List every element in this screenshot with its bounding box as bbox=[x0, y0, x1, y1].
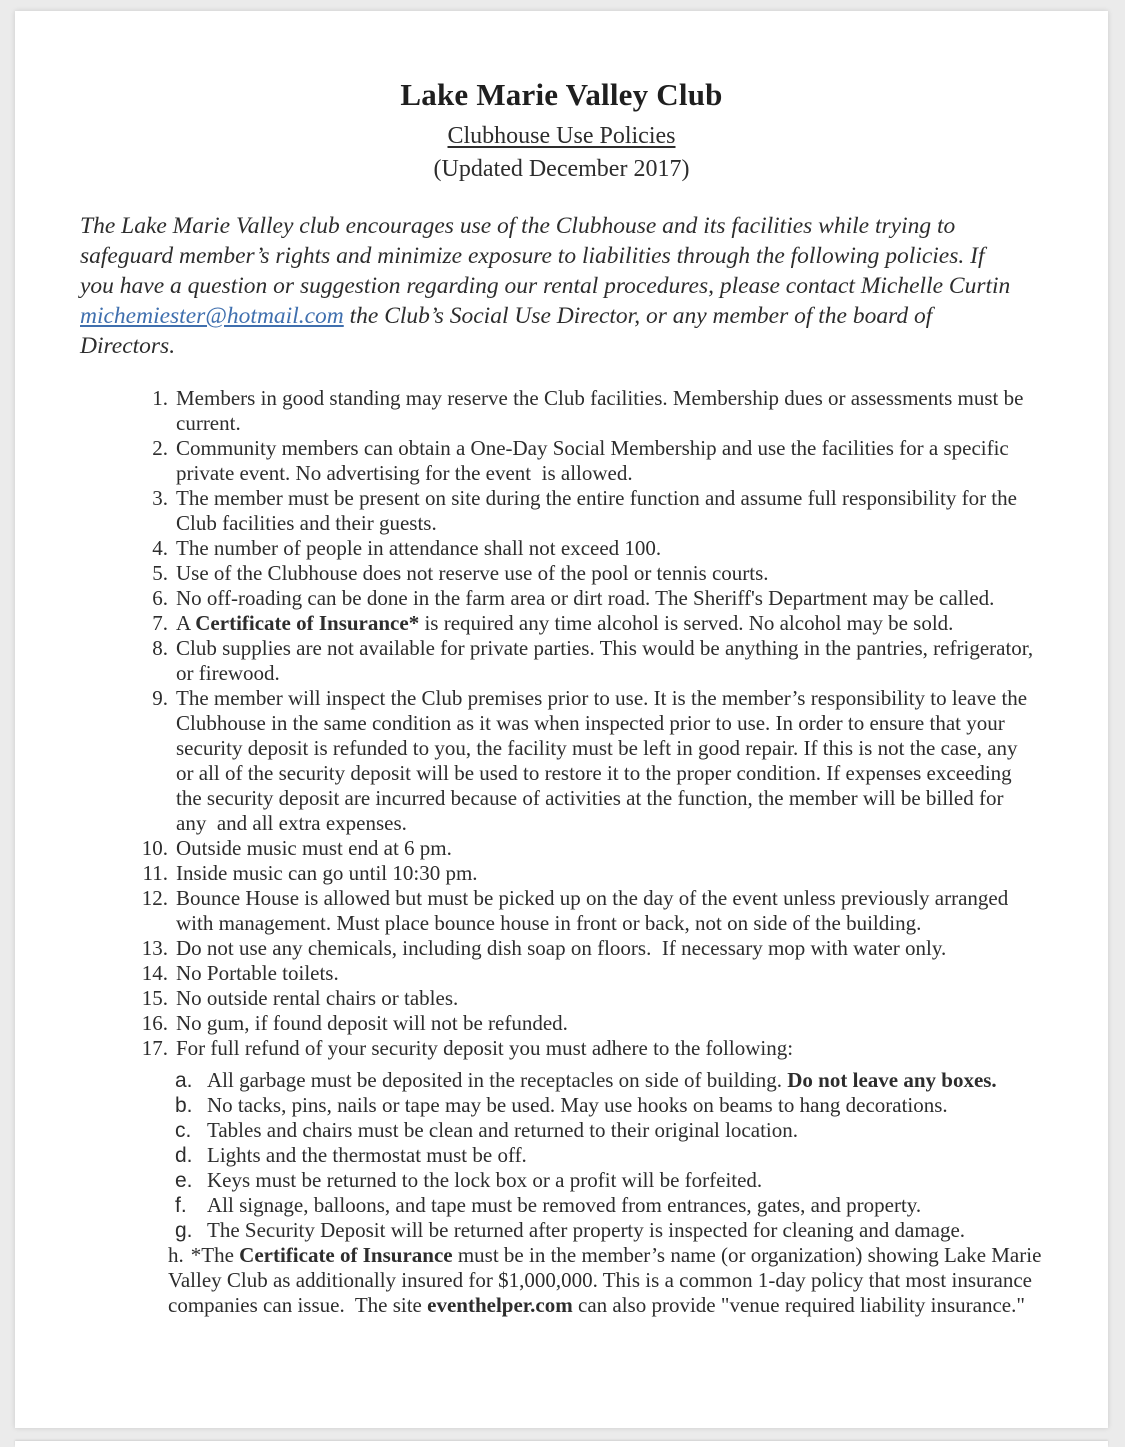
policy-item-text bbox=[176, 886, 1038, 936]
text-segment: Outside music must end at 6 pm. bbox=[176, 836, 452, 860]
text-segment: All garbage must be deposited in the receptacles on side of building. bbox=[207, 1068, 788, 1092]
policy-item-10 bbox=[126, 836, 1038, 861]
policy-item-number: 7. bbox=[152, 611, 168, 635]
deposit-rule-letter: b. bbox=[175, 1094, 193, 1117]
text-segment: No gum, if found deposit will not be refunded. bbox=[176, 1011, 568, 1035]
policy-item-text bbox=[176, 636, 1038, 686]
text-segment: Keys must be returned to the lock box or a profit will be forfeited. bbox=[207, 1168, 763, 1192]
policy-item-text bbox=[176, 486, 1038, 536]
bold-text: Certificate of Insurance bbox=[239, 1243, 453, 1267]
policy-item-6 bbox=[126, 586, 1038, 611]
deposit-rules-list bbox=[126, 1068, 1047, 1318]
text-segment: can also provide "venue required liability insurance." bbox=[572, 1293, 1025, 1317]
policy-item-17 bbox=[126, 1036, 1038, 1061]
text-segment: The Security Deposit will be returned after property is inspected for cleaning and damage. bbox=[207, 1218, 966, 1242]
policy-item-3 bbox=[126, 486, 1038, 536]
policy-item-text bbox=[176, 561, 769, 586]
text-segment: Club supplies are not available for private parties. This would be anything in the pantries, refrigerator, or firewood. bbox=[176, 636, 1039, 685]
text-segment: No Portable toilets. bbox=[176, 961, 339, 985]
text-segment: The member must be present on site during the entire function and assume full responsibility for the Club facilities and their guests. bbox=[176, 486, 1028, 535]
document-page bbox=[15, 11, 1108, 1428]
deposit-rule-text bbox=[207, 1118, 798, 1143]
doc-title: Lake Marie Valley Club bbox=[400, 77, 723, 112]
deposit-rule-letter: h. bbox=[168, 1243, 184, 1267]
deposit-rule-text bbox=[207, 1143, 527, 1168]
text-segment: No tacks, pins, nails or tape may be used. May use hooks on beams to hang decorations. bbox=[207, 1093, 948, 1117]
text-segment: The number of people in attendance shall not exceed 100. bbox=[176, 536, 662, 560]
deposit-rule-c bbox=[175, 1118, 1038, 1143]
email-link[interactable]: michemiester@hotmail.com bbox=[80, 303, 344, 329]
policy-item-16 bbox=[126, 1011, 1038, 1036]
policy-item-number: 16. bbox=[141, 1011, 168, 1035]
policy-item-number: 10. bbox=[141, 836, 168, 860]
policy-item-number: 14. bbox=[141, 961, 168, 985]
policy-item-text bbox=[176, 961, 339, 986]
bold-text: eventhelper.com bbox=[427, 1293, 573, 1317]
policy-item-4 bbox=[126, 536, 1038, 561]
text-segment: Members in good standing may reserve the Club facilities. Membership dues or assessments must be current. bbox=[176, 386, 1029, 435]
text-segment: Lights and the thermostat must be off. bbox=[207, 1143, 527, 1167]
bold-text: Certificate of Insurance* bbox=[195, 611, 420, 635]
policy-item-text bbox=[176, 386, 1038, 436]
deposit-rule-text bbox=[207, 1168, 762, 1193]
policy-item-number: 5. bbox=[152, 561, 168, 585]
policy-item-11 bbox=[126, 861, 1038, 886]
text-segment: Tables and chairs must be clean and returned to their original location. bbox=[207, 1118, 798, 1142]
policy-item-9 bbox=[126, 686, 1038, 836]
policy-item-2 bbox=[126, 436, 1038, 486]
policy-item-number: 12. bbox=[141, 886, 168, 910]
deposit-rule-g bbox=[175, 1218, 1038, 1243]
deposit-rule-a bbox=[175, 1068, 1038, 1093]
text-segment: must be in the member’s name (or organization) showing Lake Marie Valley Club as additionally insured for $1,000,000. This is a common 1-day policy that most insurance companies can issue. The site bbox=[168, 1243, 1047, 1317]
policy-item-text bbox=[176, 1011, 568, 1036]
policy-item-text bbox=[176, 936, 946, 961]
policy-item-number: 11. bbox=[142, 861, 168, 885]
policy-item-number: 2. bbox=[152, 436, 168, 460]
deposit-rule-text bbox=[207, 1068, 997, 1093]
text-segment: *The bbox=[190, 1243, 240, 1267]
deposit-rule-letter: d. bbox=[175, 1144, 193, 1167]
deposit-rule-text bbox=[207, 1093, 948, 1118]
deposit-rule-text bbox=[168, 1243, 1046, 1317]
policy-item-number: 4. bbox=[152, 536, 168, 560]
text-segment: All signage, balloons, and tape must be removed from entrances, gates, and property. bbox=[207, 1193, 922, 1217]
policy-item-1 bbox=[126, 386, 1038, 436]
policy-item-text bbox=[176, 686, 1038, 836]
deposit-rule-d bbox=[175, 1143, 1038, 1168]
text-segment: The member will inspect the Club premises prior to use. It is the member’s responsibility to leave the Clubhouse in the same condition as it was when inspected prior to use. In order to ensure that your security deposit is refunded to you, the facility must be left in good repair. If this is not the case, any or all of the security deposit will be used to restore it to the proper condition. If expenses exceeding the security deposit are incurred because of activities at the function, the member will be billed for any and all extra expenses. bbox=[176, 686, 1033, 835]
deposit-rule-letter: e. bbox=[175, 1169, 193, 1192]
policy-item-number: 1. bbox=[152, 386, 168, 410]
deposit-rule-text bbox=[207, 1193, 921, 1218]
policy-item-text bbox=[176, 586, 994, 611]
text-segment: Use of the Clubhouse does not reserve use of the pool or tennis courts. bbox=[176, 561, 769, 585]
policy-item-text bbox=[176, 611, 953, 636]
policy-item-number: 6. bbox=[152, 586, 168, 610]
text-segment: No outside rental chairs or tables. bbox=[176, 986, 459, 1010]
policy-item-number: 13. bbox=[141, 936, 168, 960]
text-segment: A bbox=[176, 611, 196, 635]
policy-item-7 bbox=[126, 611, 1038, 636]
document-header bbox=[15, 77, 1108, 184]
text-segment: The Lake Marie Valley club encourages use of the Clubhouse and its facilities while trying to safeguard member’s rights and minimize exposure to liabilities through the following policies. If you have a question or suggestion regarding our rental procedures, please contact Michelle Curtin bbox=[80, 213, 1017, 299]
doc-updated-date: (Updated December 2017) bbox=[433, 156, 690, 182]
policy-item-text bbox=[176, 986, 458, 1011]
deposit-rule-e bbox=[175, 1168, 1038, 1193]
text-segment: the Club’s Social Use Director, or any member of the board of Directors. bbox=[80, 303, 939, 359]
intro-paragraph bbox=[80, 211, 1015, 361]
deposit-rule-letter: a. bbox=[175, 1069, 193, 1092]
deposit-rule-f bbox=[175, 1193, 1038, 1218]
doc-subtitle: Clubhouse Use Policies bbox=[447, 123, 676, 149]
policy-item-text bbox=[176, 436, 1038, 486]
deposit-rule-h bbox=[168, 1243, 1062, 1318]
policy-item-number: 17. bbox=[141, 1036, 168, 1060]
policy-item-number: 9. bbox=[152, 686, 168, 710]
text-segment: is required any time alcohol is served. No alcohol may be sold. bbox=[419, 611, 954, 635]
deposit-rule-b bbox=[175, 1093, 1038, 1118]
policy-item-text bbox=[176, 536, 661, 561]
policy-item-text bbox=[176, 861, 478, 886]
text-segment: Do not use any chemicals, including dish soap on floors. If necessary mop with water only. bbox=[176, 936, 947, 960]
policy-item-12 bbox=[126, 886, 1038, 936]
policy-item-number: 15. bbox=[141, 986, 168, 1010]
text-segment: Bounce House is allowed but must be picked up on the day of the event unless previously arranged with management. Must place bounce house in front or back, not on side of the building. bbox=[176, 886, 1014, 935]
deposit-rule-letter: g. bbox=[175, 1219, 193, 1242]
policy-item-text bbox=[176, 836, 452, 861]
next-page-edge bbox=[15, 1441, 1108, 1447]
policy-item-5 bbox=[126, 561, 1038, 586]
deposit-rule-text bbox=[207, 1218, 965, 1243]
deposit-rule-letter: f. bbox=[175, 1194, 187, 1217]
policy-item-number: 8. bbox=[152, 636, 168, 660]
policy-item-number: 3. bbox=[152, 486, 168, 510]
policy-item-14 bbox=[126, 961, 1038, 986]
text-segment: For full refund of your security deposit you must adhere to the following: bbox=[176, 1036, 794, 1060]
policy-item-8 bbox=[126, 636, 1038, 686]
policy-list bbox=[15, 386, 1108, 1318]
bold-text: Do not leave any boxes. bbox=[787, 1068, 997, 1092]
policy-item-15 bbox=[126, 986, 1038, 1011]
policy-item-13 bbox=[126, 936, 1038, 961]
deposit-rule-letter: c. bbox=[175, 1119, 192, 1142]
text-segment: Inside music can go until 10:30 pm. bbox=[176, 861, 478, 885]
text-segment: Community members can obtain a One-Day Social Membership and use the facilities for a specific private event. No advertising for the event is allowed. bbox=[176, 436, 1015, 485]
text-segment: No off-roading can be done in the farm area or dirt road. The Sheriff's Department may be called. bbox=[176, 586, 995, 610]
policy-item-text bbox=[176, 1036, 793, 1061]
